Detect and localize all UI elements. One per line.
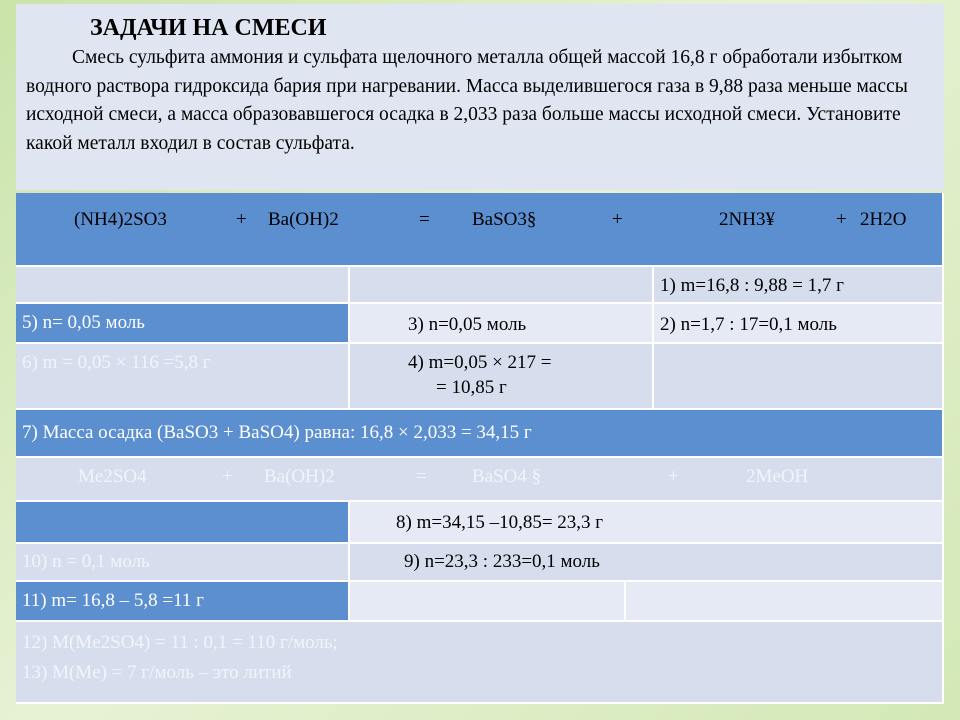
table-row <box>16 622 944 704</box>
table-row <box>16 582 944 622</box>
reaction-1-product-2: 2NH3¥ <box>719 209 775 230</box>
table-row <box>16 410 944 458</box>
empty-cell <box>626 582 944 622</box>
step-1: 1) m=16,8 : 9,88 = 1,7 г <box>654 267 944 304</box>
step-5: 5) n= 0,05 моль <box>16 304 350 344</box>
step-3: 3) n=0,05 моль <box>350 304 654 344</box>
step-10: 10) n = 0,1 моль <box>16 544 350 582</box>
final-steps <box>16 622 944 704</box>
reaction-2-reactant-2: Ba(OH)2 <box>264 466 335 487</box>
reaction-1-product-1: BaSO3§ <box>472 209 537 230</box>
problem-panel <box>16 4 944 190</box>
reaction-2-reactant-1: Me2SO4 <box>78 466 147 487</box>
step-8: 8) m=34,15 –10,85= 23,3 г <box>350 502 944 544</box>
reaction-2-product-1: BaSO4 § <box>472 466 542 487</box>
step-12: 12) M(Me2SO4) = 11 : 0,1 = 110 г/моль; <box>22 632 338 653</box>
reaction-1-plus-1: + <box>236 209 247 230</box>
step-7: 7) Масса осадка (BaSO3 + BaSO4) равна: 16,8 × 2,033 = 34,15 г <box>16 410 944 458</box>
reaction-1-equals: = <box>419 209 430 230</box>
page-title: ЗАДАЧИ НА СМЕСИ <box>90 15 327 41</box>
reaction-1-reactant-2: Ba(OH)2 <box>268 209 339 230</box>
table-row <box>16 193 944 267</box>
table-row <box>16 458 944 502</box>
table-row <box>16 344 944 410</box>
empty-cell <box>350 267 654 304</box>
step-13: 13) M(Me) = 7 г/моль – это литий <box>22 662 292 683</box>
step-2: 2) n=1,7 : 17=0,1 моль <box>654 304 944 344</box>
step-4 <box>350 344 654 410</box>
reaction-2-equals: = <box>416 466 427 487</box>
table-row <box>16 267 944 304</box>
step-4-line-2: = 10,85 г <box>436 377 507 398</box>
reaction-2-plus-1: + <box>222 466 233 487</box>
reaction-2-product-2: 2MeOH <box>746 466 809 487</box>
empty-cell <box>16 267 350 304</box>
reaction-1-equation <box>16 193 944 267</box>
problem-statement: Смесь сульфита аммония и сульфата щелочного металла общей массой 16,8 г обработали избытком водного раствора гидроксида бария при нагревании. Масса выделившегося газа в 9,88 раза меньше массы исходной смеси, а масса образовавшегося осадка в 2,033 раза больше массы исходной смеси. Установите какой металл входил в состав сульфата. <box>26 47 908 154</box>
empty-cell <box>654 344 944 410</box>
reaction-2-equation <box>16 458 944 502</box>
reaction-1-plus-3: + <box>836 209 847 230</box>
table-row <box>16 304 944 344</box>
step-11: 11) m= 16,8 – 5,8 =11 г <box>16 582 350 622</box>
reaction-1-reactant-1: (NH4)2SO3 <box>74 209 167 230</box>
step-6: 6) m = 0,05 × 116 =5,8 г <box>16 344 350 410</box>
empty-cell <box>350 582 626 622</box>
step-4-line-1: 4) m=0,05 × 217 = <box>408 352 552 373</box>
reaction-2-plus-2: + <box>668 466 679 487</box>
empty-cell <box>16 502 350 544</box>
table-row <box>16 544 944 582</box>
reaction-1-product-3: 2H2O <box>860 209 907 230</box>
step-9: 9) n=23,3 : 233=0,1 моль <box>350 544 944 582</box>
table-row <box>16 502 944 544</box>
reaction-1-plus-2: + <box>612 209 623 230</box>
